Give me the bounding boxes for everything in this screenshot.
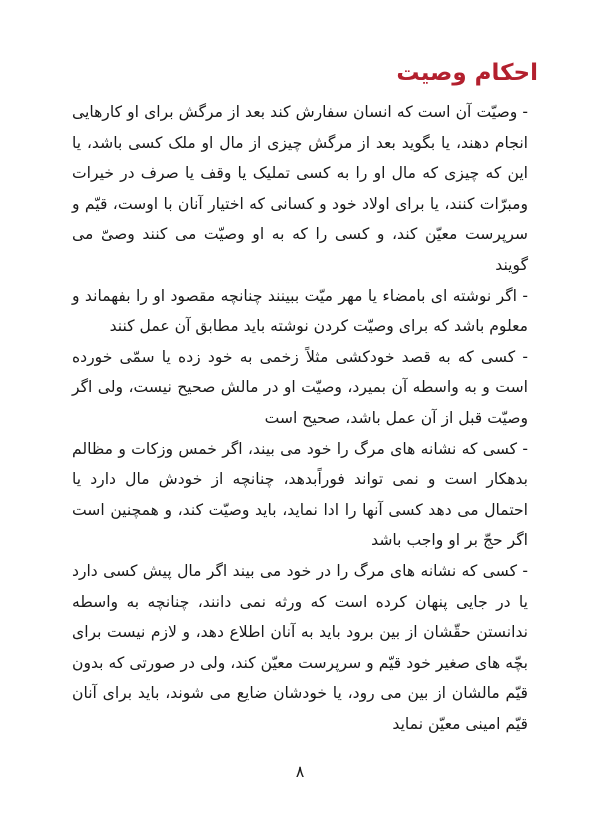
paragraph-definition: - وصیّت آن است که انسان سفارش کند بعد از مرگش برای او کارهایی انجام دهند، یا بگوید بعد از مرگش چیزی از مال او ملک کسی باشد، یا این که چیزی که مال او را به کسی تملیک یا وقف یا صرف در خیرات ومبرّات کنند، یا برای اولاد خود و کسانی که اختیار آنان با اوست، قیّم و سرپرست معیّن کند، و کسی را که به او وصیّت می کنند وصیّ می گویند (72, 103, 528, 274)
paragraph-written-will: - اگر نوشته ای بامضاء یا مهر میّت ببینند چنانچه مقصود او را بفهماند و معلوم باشد که برای وصیّت کردن نوشته باید مطابق آن عمل کنند (72, 286, 528, 336)
body-text (72, 97, 528, 739)
page-number: ۸ (295, 762, 305, 781)
paragraph-hidden-property: - کسی که نشانه های مرگ را در خود می بیند اگر مال پیش کسی دارد یا در جایی پنهان کرده است که ورثه نمی دانند، چنانچه به واسطه ندانستن حقّشان از بین برود باید به آنان اطلاع دهد، و لازم نیست برای بچّه های صغیر خود قیّم و سرپرست معیّن کند، ولی در صورتی که بدون قیّم مالشان از بین می رود، یا خودشان ضایع می شوند، باید برای آنان قیّم امینی معیّن نماید (72, 561, 528, 733)
paragraph-suicide: - کسی که به قصد خودکشی مثلاً زخمی به خود زده یا سمّی خورده است و به واسطه آن بمیرد، وصیّت او در مالش صحیح نیست، ولی اگر وصیّت قبل از آن عمل باشد، صحیح است (72, 347, 528, 427)
paragraph-debts: - کسی که نشانه های مرگ را خود می بیند، اگر خمس وزکات و مظالم بدهکار است و نمی تواند فوراًبدهد، چنانچه از خودش مال دارد یا احتمال می دهد کسی آنها را ادا نماید، باید وصیّت کند، و همچنین است اگر حجّ بر او واجب باشد (72, 439, 528, 550)
page-title: احکام وصیت (396, 60, 538, 86)
